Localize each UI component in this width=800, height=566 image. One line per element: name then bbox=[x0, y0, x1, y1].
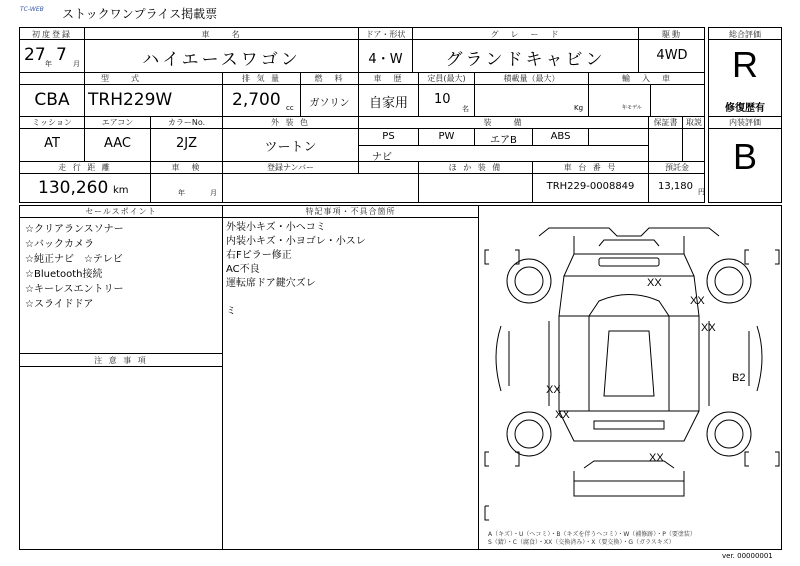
label-door: ドア・形状 bbox=[365, 30, 406, 39]
damage-mark: XX bbox=[690, 295, 705, 307]
overall-grade: R bbox=[732, 44, 758, 85]
label-interior: 内装評価 bbox=[729, 118, 761, 127]
damage-mark: XX bbox=[546, 384, 561, 396]
damage-mark: XX bbox=[647, 277, 662, 289]
mileage: 130,260 bbox=[38, 178, 109, 198]
drive: 4WD bbox=[656, 48, 688, 63]
list-item: ☆クリアランスソナー bbox=[25, 224, 124, 235]
aircon: AAC bbox=[104, 136, 131, 151]
list-item: AC不良 bbox=[226, 264, 260, 275]
logo: TC-WEB bbox=[20, 6, 44, 13]
label-grade: グ レ ー ド bbox=[490, 30, 561, 39]
exterior-color: ツートン bbox=[264, 140, 317, 155]
label-drive: 駆動 bbox=[662, 30, 682, 39]
reg-year: 27 bbox=[24, 45, 46, 65]
list-item: ミ bbox=[226, 306, 236, 317]
list-item: 内装小キズ・小ヨゴレ・小スレ bbox=[226, 236, 366, 247]
page-title: ストックワンプライス掲載票 bbox=[62, 7, 218, 21]
equip-airbag: エアB bbox=[490, 135, 517, 146]
mission: AT bbox=[44, 136, 60, 151]
list-item: ☆スライドドア bbox=[25, 299, 94, 310]
grade: グランドキャビン bbox=[445, 50, 606, 70]
label-notes: 特記事項・不具合箇所 bbox=[305, 207, 396, 216]
label-sales-points: セールスポイント bbox=[85, 207, 157, 216]
damage-mark: XX bbox=[649, 452, 664, 464]
door-shape: 4・W bbox=[368, 52, 403, 67]
history: 自家用 bbox=[368, 96, 408, 111]
list-item: 右Fピラー修正 bbox=[226, 250, 292, 261]
color-no: 2JZ bbox=[175, 136, 197, 151]
damage-mark: XX bbox=[555, 409, 570, 421]
damage-legend: A（キズ）・U（ヘコミ）・B（キズを伴うヘコミ）・W（補修跡）・P（要塗装） S（錆）・C（腐食）・XX（交換済み）・X（要交換）・G（ガラスキズ） bbox=[488, 531, 696, 546]
interior-grade: B bbox=[732, 136, 757, 177]
model: TRH229W bbox=[88, 90, 173, 110]
displacement: 2,700 bbox=[232, 90, 281, 110]
equip-navi: ナビ bbox=[372, 152, 392, 163]
price: 13,180 bbox=[658, 181, 693, 192]
damage-mark: XX bbox=[701, 322, 716, 334]
car-damage-diagram bbox=[479, 206, 781, 531]
overall-note: 修復歴有 bbox=[725, 103, 765, 114]
list-item: 外装小キズ・小ヘコミ bbox=[226, 222, 326, 233]
list-item: 運転席ドア鍵穴ズレ bbox=[226, 278, 316, 289]
capacity: 10 bbox=[434, 92, 451, 107]
reg-month: 7 bbox=[56, 45, 67, 65]
label-caution: 注 意 事 項 bbox=[94, 356, 148, 365]
list-item bbox=[226, 291, 366, 305]
label-first-reg: 初度登録 bbox=[32, 30, 72, 39]
fuel: ガソリン bbox=[309, 98, 350, 109]
label-car-name: 車 名 bbox=[201, 30, 242, 39]
chassis-number: TRH229-0008849 bbox=[546, 181, 635, 192]
list-item: ☆Bluetooth接続 bbox=[25, 269, 103, 280]
equip-ps: PS bbox=[382, 131, 395, 142]
model-prefix: CBA bbox=[34, 90, 70, 110]
car-name: ハイエースワゴン bbox=[142, 50, 301, 70]
sales-points-list bbox=[25, 222, 124, 312]
notes-list bbox=[226, 221, 366, 319]
list-item: ☆純正ナビ ☆テレビ bbox=[25, 254, 123, 265]
equip-pw: PW bbox=[438, 131, 455, 142]
label-overall: 総合評価 bbox=[729, 30, 761, 39]
version: ver. 00000001 bbox=[722, 552, 773, 560]
list-item: ☆バックカメラ bbox=[25, 239, 94, 250]
damage-mark: B2 bbox=[732, 372, 746, 384]
equip-abs: ABS bbox=[550, 131, 571, 142]
list-item: ☆キーレスエントリー bbox=[25, 284, 124, 295]
